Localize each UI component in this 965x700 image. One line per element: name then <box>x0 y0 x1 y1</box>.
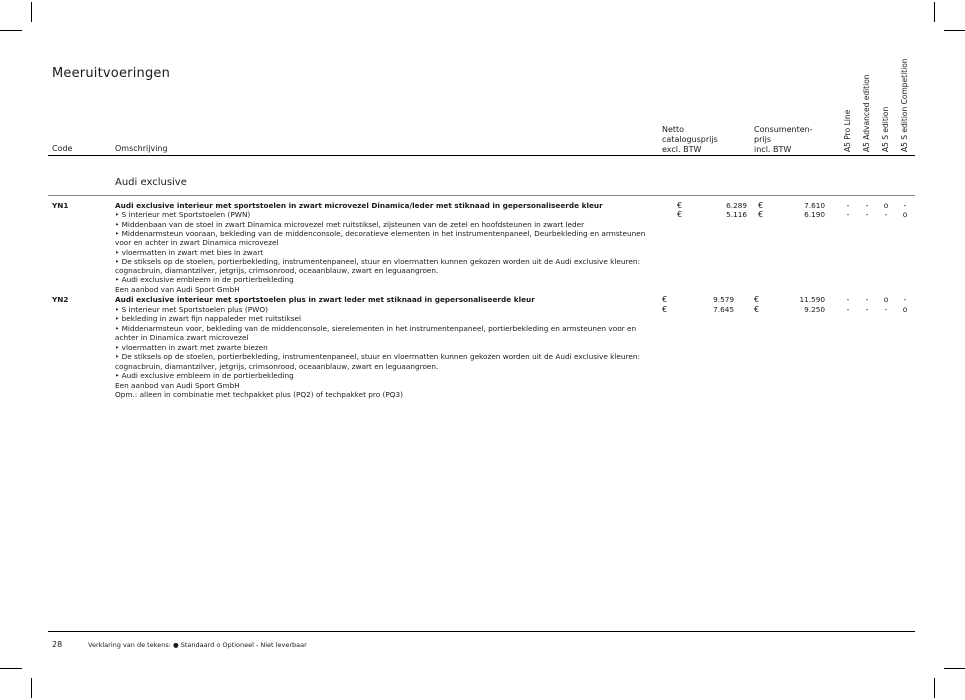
option-line: ‣ Audi exclusive embleem in de portierbekleding <box>115 371 294 381</box>
availability-mark: o <box>883 295 889 304</box>
availability-mark: - <box>865 201 869 210</box>
footer-divider <box>48 631 915 632</box>
availability-mark: - <box>846 210 850 219</box>
crop-mark <box>31 678 32 698</box>
netto-price: 6.289 <box>726 201 747 210</box>
option-line: cognacbruin, diamantzilver, jetgrijs, crimsonrood, oceaanblauw, zwart en leguaangroen. <box>115 361 439 371</box>
currency-symbol: € <box>758 210 764 219</box>
availability-mark: o <box>883 201 889 210</box>
column-header-model: A5 Advanced edition <box>862 74 871 152</box>
crop-mark <box>31 2 32 22</box>
option-line: achter in Dinamica zwart microvezel <box>115 333 249 343</box>
section-divider <box>48 195 915 196</box>
option-line: ‣ De stiksels op de stoelen, portierbekleding, instrumentenpaneel, stuur en vloermatten kunnen gekozen worden uit de Audi exclusive kleuren: <box>115 256 640 266</box>
availability-mark: - <box>846 305 850 314</box>
option-code: YN1 <box>52 201 69 210</box>
availability-mark: - <box>865 305 869 314</box>
netto-price: 5.116 <box>726 210 747 219</box>
column-header-model: A5 Pro Line <box>843 109 852 152</box>
consumer-price: 9.250 <box>804 305 825 314</box>
availability-mark: - <box>846 295 850 304</box>
availability-mark: - <box>846 201 850 210</box>
option-line: ‣ De stiksels op de stoelen, portierbekleding, instrumentenpaneel, stuur en vloermatten kunnen gekozen worden uit de Audi exclusive kleuren: <box>115 352 640 362</box>
option-title: Audi exclusive interieur met sportstoelen plus in zwart leder met stiknaad in gepersonaliseerde kleur <box>115 295 535 304</box>
column-header-netto: Netto catalogusprijs excl. BTW <box>662 125 718 154</box>
consumer-price: 7.610 <box>804 201 825 210</box>
option-line: ‣ S interieur met Sportstoelen (PWN) <box>115 210 251 220</box>
column-header-model: A5 S edition Competition <box>900 58 909 152</box>
availability-mark: o <box>902 305 908 314</box>
column-header-description: Omschrijving <box>115 144 168 153</box>
option-line: ‣ S interieur met Sportstoelen plus (PWO) <box>115 304 268 314</box>
availability-mark: - <box>865 295 869 304</box>
crop-mark <box>934 678 935 698</box>
option-line: ‣ Middenarmsteun voor, bekleding van de middenconsole, sierelementen in het instrumentenpaneel, portierbekleding en armsteunen voor en <box>115 323 637 333</box>
option-line: ‣ vloermatten in zwart met bies in zwart <box>115 247 264 257</box>
currency-symbol: € <box>677 201 683 210</box>
netto-price: 9.579 <box>713 295 734 304</box>
option-line: ‣ vloermatten in zwart met zwarte biezen <box>115 342 268 352</box>
availability-mark: o <box>902 210 908 219</box>
consumer-price: 11.590 <box>799 295 825 304</box>
crop-mark <box>0 30 22 31</box>
availability-mark: - <box>865 210 869 219</box>
currency-symbol: € <box>662 295 668 304</box>
option-line: ‣ Middenarmsteun vooraan, bekleding van de middenconsole, decoratieve elementen in het instrumentenpaneel, Deurbekleding en armsteunen <box>115 228 646 238</box>
netto-price: 7.645 <box>713 305 734 314</box>
option-line: voor en achter in zwart Dinamica microvezel <box>115 238 279 248</box>
crop-mark <box>0 668 22 669</box>
legend: Verklaring van de tekens: ● Standaard o Optioneel - Niet leverbaar <box>88 641 307 649</box>
currency-symbol: € <box>662 305 668 314</box>
availability-mark: - <box>884 305 888 314</box>
page-title: Meeruitvoeringen <box>52 66 171 81</box>
currency-symbol: € <box>754 305 760 314</box>
option-line: Opm.: alleen in combinatie met techpakket plus (PQ2) of techpakket pro (PQ3) <box>115 390 404 400</box>
currency-symbol: € <box>677 210 683 219</box>
crop-mark <box>944 668 965 669</box>
section-heading: Audi exclusive <box>115 177 187 188</box>
option-line: ‣ Middenbaan van de stoel in zwart Dinamica microvezel met ruitstiksel, zijsteunen van de zetel en hoofdsteunen in zwart leder <box>115 219 585 229</box>
header-divider <box>48 155 915 156</box>
currency-symbol: € <box>758 201 764 210</box>
option-line: cognacbruin, diamantzilver, jetgrijs, crimsonrood, oceaanblauw, zwart en leguaangroen. <box>115 266 439 276</box>
column-header-model: A5 S edition <box>881 106 890 152</box>
option-line: ‣ bekleding in zwart fijn nappaleder met ruitstiksel <box>115 314 302 324</box>
option-line: Een aanbod van Audi Sport GmbH <box>115 380 240 390</box>
crop-mark <box>934 2 935 22</box>
option-line: ‣ Audi exclusive embleem in de portierbekleding <box>115 275 294 285</box>
option-line: Een aanbod van Audi Sport GmbH <box>115 284 240 294</box>
availability-mark: - <box>903 201 907 210</box>
consumer-price: 6.190 <box>804 210 825 219</box>
availability-mark: - <box>884 210 888 219</box>
column-header-consumer: Consumenten- prijs incl. BTW <box>754 125 813 154</box>
page-number: 28 <box>52 640 63 649</box>
availability-mark: - <box>903 295 907 304</box>
crop-mark <box>944 30 965 31</box>
option-title: Audi exclusive interieur met sportstoelen in zwart microvezel Dinamica/leder met stiknaad in gepersonaliseerde kleur <box>115 201 603 210</box>
currency-symbol: € <box>754 295 760 304</box>
option-code: YN2 <box>52 295 69 304</box>
column-header-code: Code <box>52 144 73 153</box>
